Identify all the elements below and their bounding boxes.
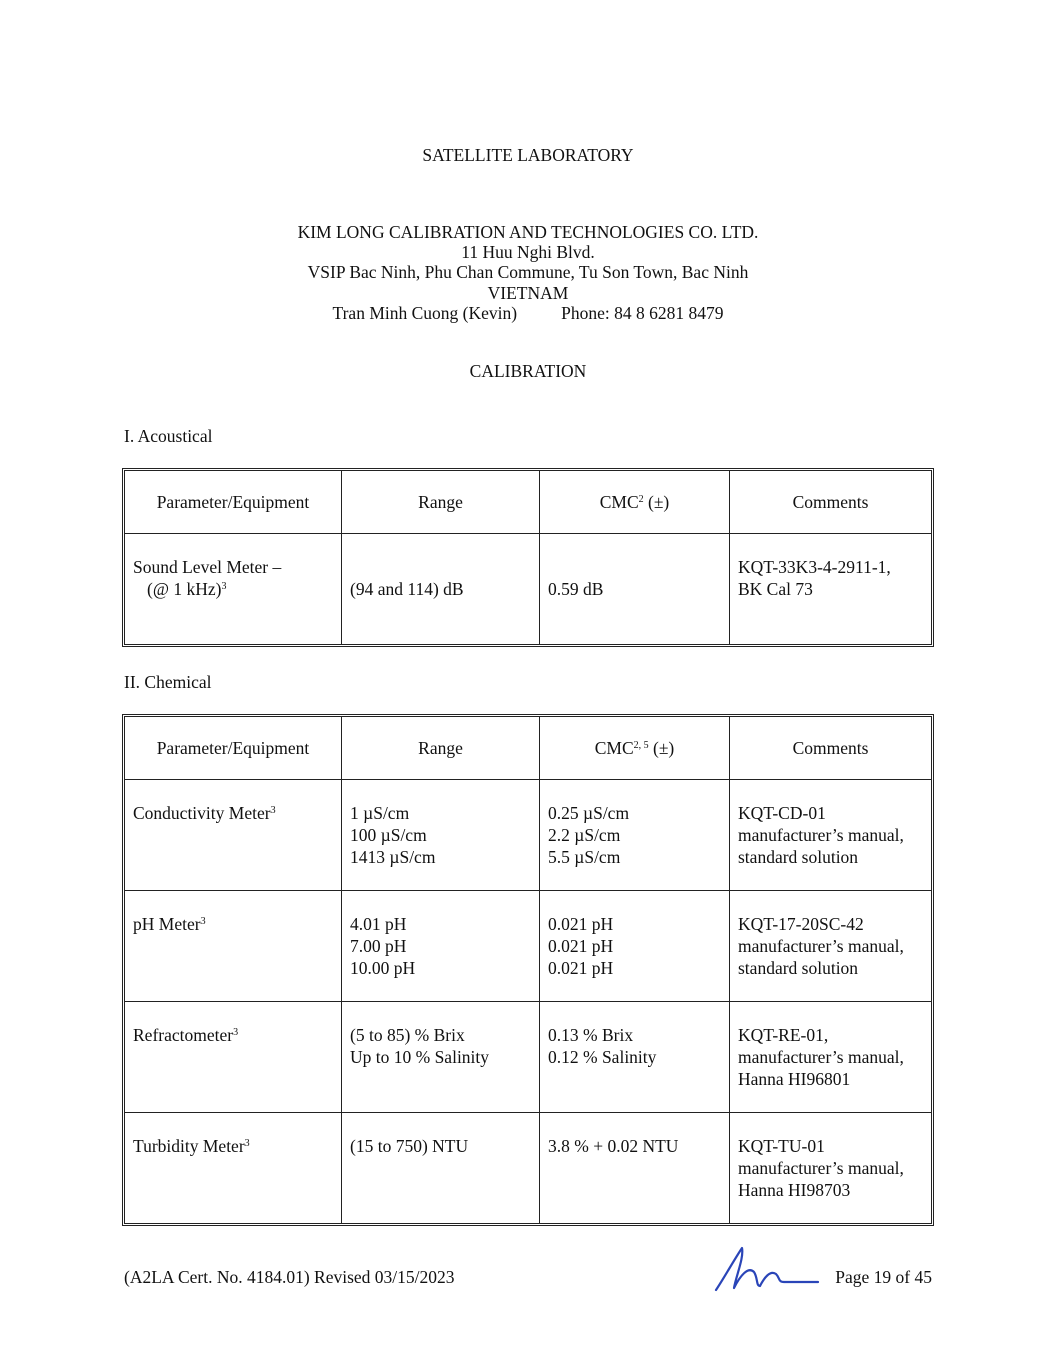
lab-type-heading: SATELLITE LABORATORY [422,145,634,165]
header-param: Parameter/Equipment [125,717,342,780]
cmc-cell: 3.8 % + 0.02 NTU [540,1113,730,1223]
address-line-2: VSIP Bac Ninh, Phu Chan Commune, Tu Son Town, Bac Ninh [307,262,749,282]
header-range: Range [342,471,540,534]
table-header-row [125,717,931,780]
acoustical-section-title: I. Acoustical [124,426,213,446]
header-cmc: CMC$^{2, 5}$ (±) [540,717,730,780]
range-cell: (5 to 85) % Brix Up to 10 % Salinity [342,1002,540,1113]
table-row [125,891,931,1002]
table-header-row [125,471,931,534]
range-cell: (15 to 750) NTU [342,1113,540,1223]
table-row [125,534,931,644]
param-cell: Sound Level Meter – (@ 1 kHz)$^3$ [125,534,342,644]
cmc-cell: 0.59 dB [540,534,730,644]
comments-cell: KQT-17-20SC-42 manufacturer’s manual, standard solution [730,891,931,1002]
country: VIETNAM [487,283,569,303]
table-row [125,1113,931,1223]
contact-line [0,303,1056,323]
range-cell: (94 and 114) dB [342,534,540,644]
cmc-cell: 0.13 % Brix 0.12 % Salinity [540,1002,730,1113]
comments-cell: KQT-CD-01 manufacturer’s manual, standard solution [730,780,931,891]
acoustical-table [122,468,934,647]
chemical-section-title: II. Chemical [124,672,212,692]
header-comments: Comments [730,717,931,780]
page-number: Page 19 of 45 [835,1267,932,1287]
category-heading: CALIBRATION [469,361,587,381]
param-cell: Refractometer$^3$ [125,1002,342,1113]
header-param: Parameter/Equipment [125,471,342,534]
certificate-footer: (A2LA Cert. No. 4184.01) Revised 03/15/2023 [124,1267,455,1287]
table-row [125,780,931,891]
company-name: KIM LONG CALIBRATION AND TECHNOLOGIES CO. LTD. [297,222,759,242]
range-cell: 1 µS/cm 100 µS/cm 1413 µS/cm [342,780,540,891]
param-cell: Conductivity Meter$^3$ [125,780,342,891]
param-cell: pH Meter$^3$ [125,891,342,1002]
comments-cell: KQT-33K3-4-2911-1, BK Cal 73 [738,557,891,599]
cmc-cell: 0.021 pH 0.021 pH 0.021 pH [540,891,730,1002]
contact-phone: Phone: 84 8 6281 8479 [561,303,724,323]
signature-image [712,1238,822,1296]
contact-name: Tran Minh Cuong (Kevin) [332,303,518,323]
table-row [125,1002,931,1113]
comments-cell: KQT-TU-01 manufacturer’s manual, Hanna HI98703 [738,1136,904,1200]
header-range: Range [342,717,540,780]
header-comments: Comments [730,471,931,534]
address-line-1: 11 Huu Nghi Blvd. [461,242,595,262]
chemical-table [122,714,934,1226]
comments-cell: KQT-RE-01, manufacturer’s manual, Hanna HI96801 [730,1002,931,1113]
range-cell: 4.01 pH 7.00 pH 10.00 pH [342,891,540,1002]
param-cell: Turbidity Meter$^3$ [125,1113,342,1223]
header-cmc: CMC$^2$ (±) [540,471,730,534]
cmc-cell: 0.25 µS/cm 2.2 µS/cm 5.5 µS/cm [540,780,730,891]
